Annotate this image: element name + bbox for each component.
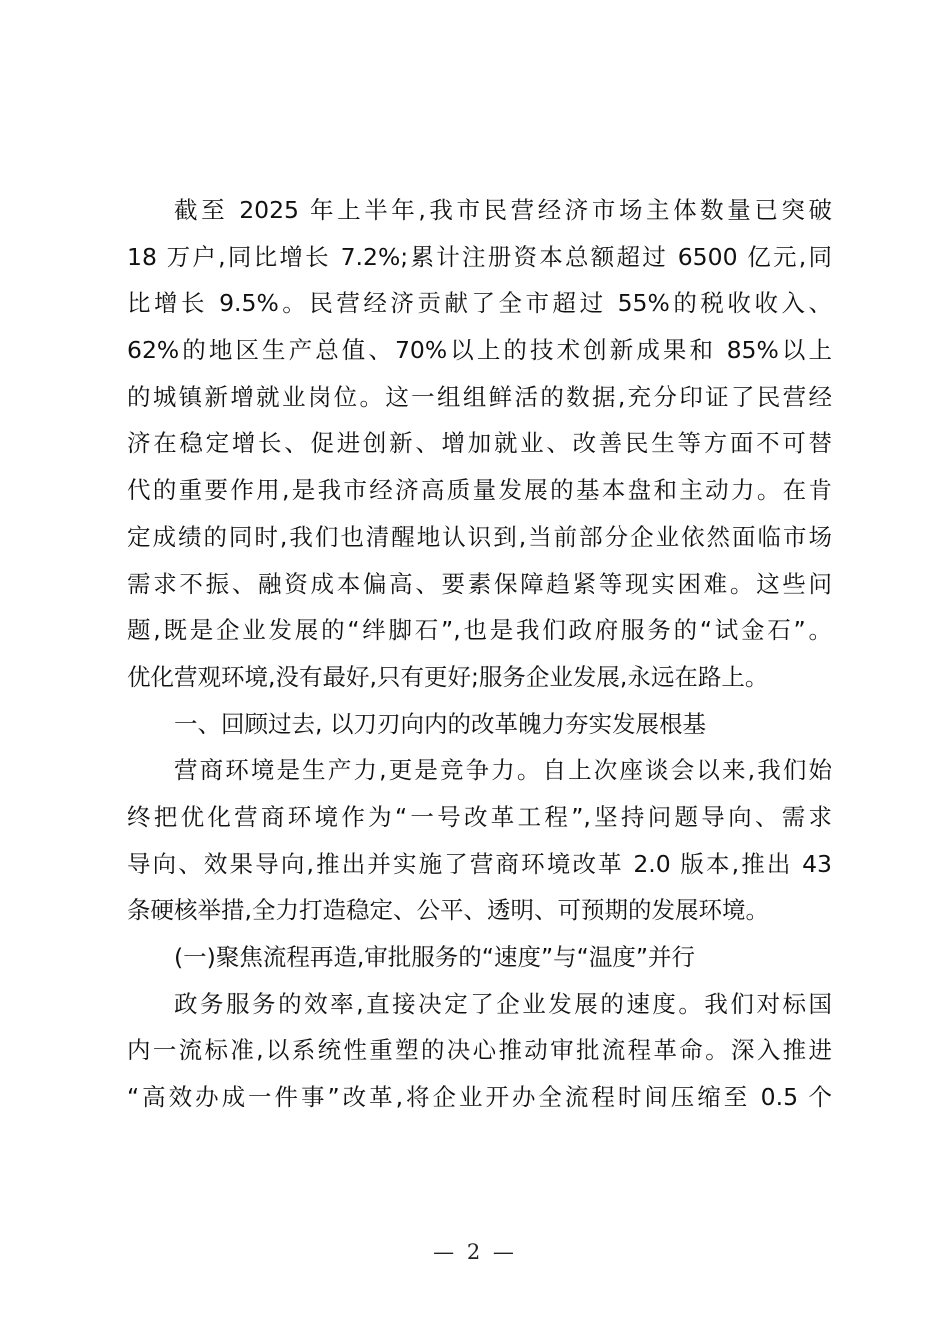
text-line: “高效办成一件事”改革,将企业开办全流程时间压缩至 0.5 个 xyxy=(127,1083,832,1112)
text-line: 62%的地区生产总值、70%以上的技术创新成果和 85%以上 xyxy=(127,336,832,365)
text-line: (一)聚焦流程再造,审批服务的“速度”与“温度”并行 xyxy=(174,943,696,971)
text-line: 条硬核举措,全力打造稳定、公平、透明、可预期的发展环境。 xyxy=(127,896,769,925)
page-number: — 2 — xyxy=(433,1240,517,1264)
text-line: 导向、效果导向,推出并实施了营商环境改革 2.0 版本,推出 43 xyxy=(127,849,832,878)
text-line: 内一流标准,以系统性重塑的决心推动审批流程革命。深入推进 xyxy=(127,1036,832,1065)
text-line: 需求不振、融资成本偏高、要素保障趋紧等现实困难。这些问 xyxy=(127,569,832,598)
text-line: 截至 2025 年上半年,我市民营经济市场主体数量已突破 xyxy=(174,196,832,224)
text-line: 政务服务的效率,直接决定了企业发展的速度。我们对标国 xyxy=(174,989,832,1018)
text-line: 比增长 9.5%。民营经济贡献了全市超过 55%的税收收入、 xyxy=(127,289,832,318)
text-line: 18 万户,同比增长 7.2%;累计注册资本总额超过 6500 亿元,同 xyxy=(127,242,832,271)
text-line: 定成绩的同时,我们也清醒地认识到,当前部分企业依然面临市场 xyxy=(127,522,832,551)
text-line: 营商环境是生产力,更是竞争力。自上次座谈会以来,我们始 xyxy=(174,756,832,785)
text-line: 一、回顾过去, 以刀刃向内的改革魄力夯实发展根基 xyxy=(174,709,706,738)
text-line: 代的重要作用,是我市经济高质量发展的基本盘和主动力。在肯 xyxy=(127,476,832,505)
text-line: 优化营观环境,没有最好,只有更好;服务企业发展,永远在路上。 xyxy=(127,662,769,691)
text-line: 济在稳定增长、促进创新、增加就业、改善民生等方面不可替 xyxy=(127,429,832,458)
text-line: 的城镇新增就业岗位。这一组组鲜活的数据,充分印证了民营经 xyxy=(127,382,832,411)
text-line: 题,既是企业发展的“绊脚石”,也是我们政府服务的“试金石”。 xyxy=(127,616,832,645)
text-line: 终把优化营商环境作为“一号改革工程”,坚持问题导向、需求 xyxy=(127,802,832,831)
body-text xyxy=(127,187,832,1121)
